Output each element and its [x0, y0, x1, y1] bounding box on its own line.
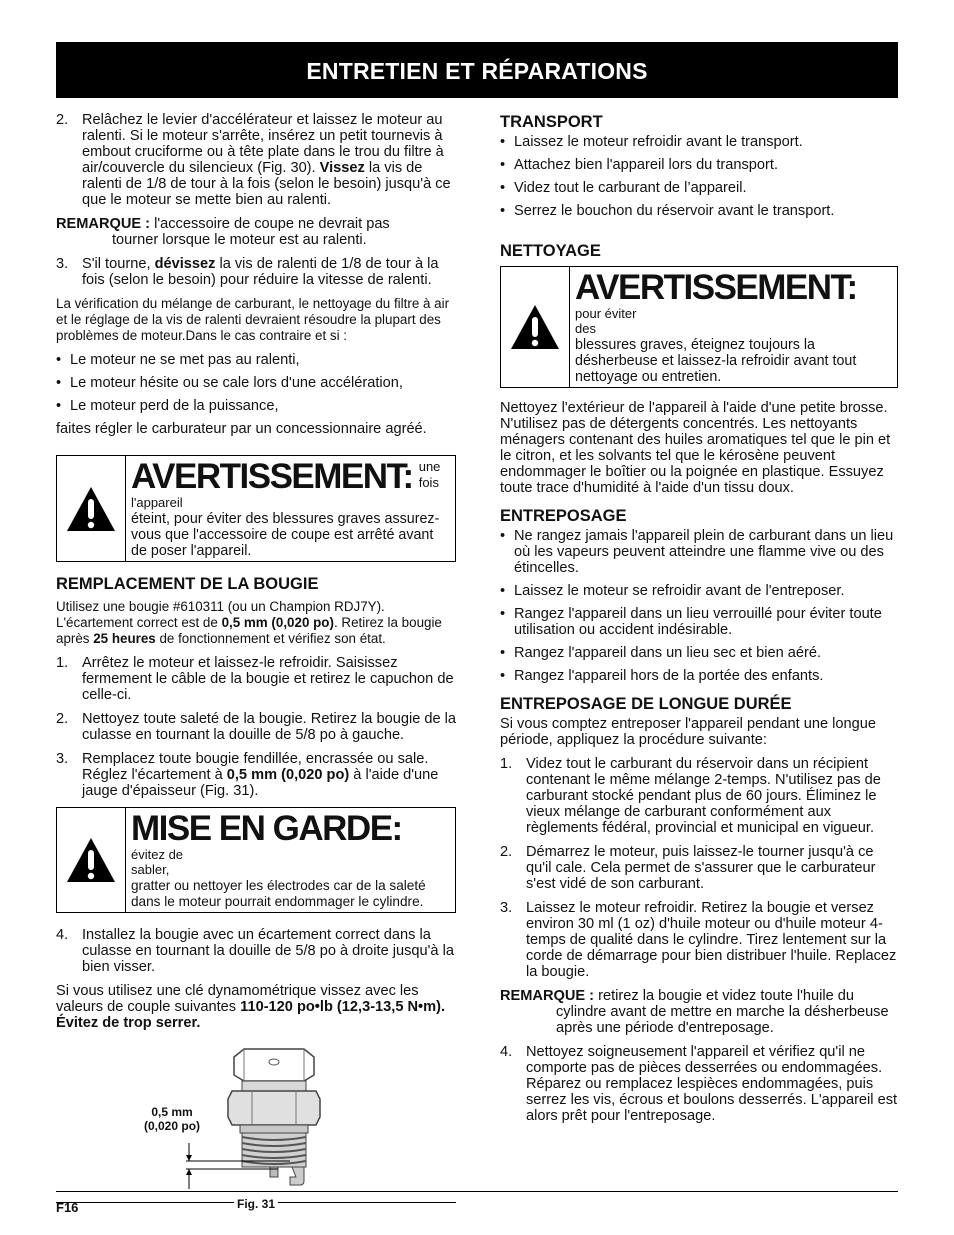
dealer-paragraph: faites régler le carburateur par un concessionnaire agréé.	[56, 421, 427, 437]
long-step-3: 3. Laissez le moteur refroidir. Retirez la bougie et versez environ 30 ml (1 oz) d'huile moteur ou d'huile moteur 4-temps de qualité dans le cylindre. Tirez lentement sur la corde de démarrage pour bien distribuer l'huile. Replacez la bougie.	[500, 900, 897, 980]
spark-plug-figure	[56, 1039, 456, 1211]
bullet-item: • Le moteur hésite ou se cale lors d'une accélération,	[56, 375, 403, 391]
step-2: 2. Relâchez le levier d'accélérateur et laissez le moteur au ralenti. Si le moteur s'arrête, insérez un petit tournevis à embout cruciforme ou à tête plate dans le trou du filtre à air/couvercle du silencieux (Fig. 30). Vissez la vis de ralenti de 1/8 de tour à la fois (selon le besoin) jusqu'à ce que le moteur se mette bien au ralenti.	[56, 112, 451, 208]
warning-triangle-icon	[501, 267, 570, 387]
cleaning-paragraph: Nettoyez l'extérieur de l'appareil à l'aide d'une petite brosse. N'utilisez pas de détergents concentrés. Les nettoyants ménagers contenant des huiles aromatiques tel que le pin et le citron, et les solvants tel que le kérosène peuvent endommager le boîtier ou la poignée en plastique. Essuyez toute trace d'humidité à l'aide d'un tissu doux.	[500, 400, 891, 496]
warning-box-stop: AVERTISSEMENT: une fois l'appareil éteint, pour éviter des blessures graves assurez-vous que l'accessoire de coupe est arrêté avant de poser l'appareil.	[56, 455, 456, 562]
bullet-item: • Rangez l'appareil hors de la portée des enfants.	[500, 668, 824, 684]
storage-heading: ENTREPOSAGE	[500, 507, 627, 525]
warning-triangle-icon	[57, 808, 126, 912]
bullet-item: • Serrez le bouchon du réservoir avant le transport.	[500, 203, 835, 219]
bullet-item: • Rangez l'appareil dans un lieu verrouillé pour éviter toute utilisation ou accident indésirable.	[500, 606, 882, 638]
long-step-4: 4. Nettoyez soigneusement l'appareil et vérifiez qu'il ne comporte pas de pièces desserrées ou endommagées. Réparez ou remplacez lespièces endommagées, puis serrez les vis, écrous et boulons desserrés. L'appareil est alors prêt pour l'entreposage.	[500, 1044, 898, 1124]
plug-heading: REMPLACEMENT DE LA BOUGIE	[56, 575, 319, 593]
right-column	[500, 112, 898, 1132]
plug-paragraph: Utilisez une bougie #610311 (ou un Champion RDJ7Y). L'écartement correct est de 0,5 mm (0,020 po). Retirez la bougie après 25 heures de fonctionnement et vérifiez son état.	[56, 599, 442, 646]
long-step-2: 2. Démarrez le moteur, puis laissez-le tourner jusqu'à ce qu'il cale. Cela permet de s'assurer que le carburateur s'est vidé de son carburant.	[500, 844, 876, 892]
cleaning-heading: NETTOYAGE	[500, 242, 601, 260]
bullet-item: • Laissez le moteur se refroidir avant de l'entreposer.	[500, 583, 845, 599]
section-header: ENTRETIEN ET RÉPARATIONS	[56, 42, 898, 98]
bullet-item: • Le moteur ne se met pas au ralenti,	[56, 352, 300, 368]
gap-measurement-label: 0,5 mm (0,020 po)	[144, 1105, 201, 1133]
caution-box: MISE EN GARDE: évitez de sabler, gratter ou nettoyer les électrodes car de la saleté dans le moteur pourrait endommager le cylindre.	[56, 807, 456, 913]
warning-title: AVERTISSEMENT:	[575, 268, 857, 307]
long-storage-intro: Si vous comptez entreposer l'appareil pendant une longue période, appliquez la procédure suivante:	[500, 716, 876, 748]
footer-rule	[56, 1191, 898, 1192]
left-column	[56, 112, 456, 1211]
long-storage-heading: ENTREPOSAGE DE LONGUE DURÉE	[500, 695, 792, 713]
bullet-item: • Attachez bien l'appareil lors du transport.	[500, 157, 778, 173]
plug-step-2: 2. Nettoyez toute saleté de la bougie. Retirez la bougie de la culasse en tournant la douille de 5/8 po à gauche.	[56, 711, 457, 743]
bullet-item: • Ne rangez jamais l'appareil plein de carburant dans un lieu où les vapeurs peuvent atteindre une flamme vive ou des étincelles.	[500, 528, 894, 576]
check-paragraph: La vérification du mélange de carburant, le nettoyage du filtre à air et le réglage de la vis de ralenti devraient résoudre la plupart des problèmes de moteur.Dans le cas contraire et si :	[56, 296, 450, 343]
torque-paragraph: Si vous utilisez une clé dynamométrique vissez avec les valeurs de couple suivantes 110-120 po•lb (12,3-13,5 N•m). Évitez de trop serrer.	[56, 983, 446, 1031]
page-number: F16	[56, 1200, 79, 1215]
transport-heading: TRANSPORT	[500, 113, 603, 131]
plug-step-4: 4. Installez la bougie avec un écartement correct dans la culasse en tournant la douille de 5/8 po à droite jusqu'à la bien visser.	[56, 927, 454, 975]
note-idle: REMARQUE : l'accessoire de coupe ne devrait pas tourner lorsque le moteur est au ralenti.	[56, 216, 390, 248]
note-storage: REMARQUE : retirez la bougie et videz toute l'huile du cylindre avant de mettre en marche la désherbeuse après une période d'entreposage.	[500, 988, 889, 1036]
spark-plug-illustration	[56, 1039, 456, 1199]
long-step-1: 1. Videz tout le carburant du réservoir dans un récipient contenant le même mélange 2-temps. N'utilisez pas de carburant stocké pendant plus de 60 jours. Éliminez le vieux mélange de carburant conformément aux règlements fédéral, provincial et municipal en vigueur.	[500, 756, 881, 836]
bullet-item: • Rangez l'appareil dans un lieu sec et bien aéré.	[500, 645, 822, 661]
bullet-item: • Videz tout le carburant de l’appareil.	[500, 180, 747, 196]
caution-title: MISE EN GARDE:	[131, 809, 402, 848]
bullet-item: • Le moteur perd de la puissance,	[56, 398, 279, 414]
plug-step-3: 3. Remplacez toute bougie fendillée, encrassée ou sale. Réglez l'écartement à 0,5 mm (0,020 po) à l'aide d'une jauge d'épaisseur (Fig. 31).	[56, 751, 439, 799]
warning-box-cleaning: AVERTISSEMENT: pour éviter des blessures graves, éteignez toujours la désherbeuse et laissez-la refroidir avant tout nettoyage ou entretien.	[500, 266, 898, 388]
figure-caption: Fig. 31	[234, 1196, 278, 1212]
warning-title: AVERTISSEMENT:	[131, 457, 413, 496]
plug-step-1: 1. Arrêtez le moteur et laissez-le refroidir. Saisissez fermement le câble de la bougie et retirez le capuchon de celle-ci.	[56, 655, 454, 703]
bullet-item: • Laissez le moteur refroidir avant le transport.	[500, 134, 803, 150]
warning-triangle-icon	[57, 456, 126, 561]
step-3: 3. S'il tourne, dévissez la vis de ralenti de 1/8 de tour à la fois (selon le besoin) pour réduire la vitesse de ralenti.	[56, 256, 439, 288]
